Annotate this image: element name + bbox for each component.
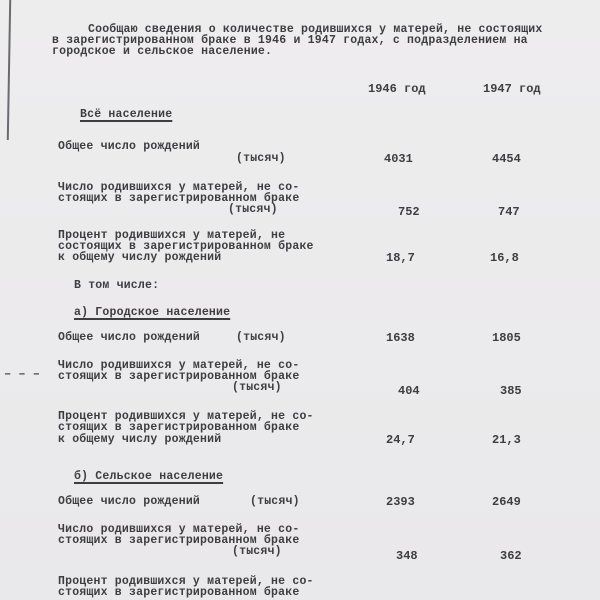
rural-percent-label-2: стоящих в зарегистрированном браке: [58, 586, 300, 599]
all-total-1946: 4031: [384, 152, 413, 166]
all-unmarried-1946: 752: [398, 205, 420, 219]
urban-total-1947: 1805: [492, 331, 521, 345]
urban-unmarried-label-1: Число родившихся у матерей, не со-: [58, 359, 300, 372]
rural-total-1946: 2393: [386, 495, 415, 509]
urban-unmarried-1946: 404: [398, 384, 420, 398]
rural-unmarried-label-2: стоящих в зарегистрированном браке: [58, 534, 300, 547]
all-unmarried-1947: 747: [498, 205, 520, 219]
including-label: В том числе:: [74, 279, 160, 292]
all-unmarried-label-2: стоящих в зарегистрированном браке: [58, 192, 300, 205]
urban-unmarried-1947: 385: [500, 384, 522, 398]
urban-unmarried-label-2: стоящих в зарегистрированном браке: [58, 370, 300, 383]
urban-total-label: Общее число рождений: [58, 331, 201, 344]
margin-dash-mark: – – –: [4, 367, 41, 381]
all-percent-1947: 16,8: [490, 251, 519, 265]
rural-unmarried-label-3: (тысяч): [232, 545, 282, 558]
all-total-1947: 4454: [492, 152, 521, 166]
all-percent-label-2: состоящих в зарегистрированном браке: [58, 240, 314, 253]
urban-unmarried-label-3: (тысяч): [232, 381, 282, 394]
all-total-label: Общее число рождений: [58, 140, 201, 153]
all-total-unit: (тысяч): [236, 152, 286, 165]
urban-percent-1946: 24,7: [386, 433, 415, 447]
all-unmarried-label-3: (тысяч): [228, 203, 278, 216]
all-unmarried-label-1: Число родившихся у матерей, не со-: [58, 181, 300, 194]
column-header-1947: 1947 год: [483, 82, 541, 96]
all-percent-label-1: Процент родившихся у матерей, не: [58, 229, 286, 242]
urban-percent-label-3: к общему числу рождений: [58, 433, 222, 446]
urban-total-1946: 1638: [386, 331, 415, 345]
urban-total-unit: (тысяч): [236, 331, 286, 344]
margin-line: [7, 0, 11, 140]
all-percent-label-3: к общему числу рождений: [58, 251, 222, 264]
rural-percent-label-1: Процент родившихся у матерей, не со-: [58, 575, 314, 588]
rural-total-label: Общее число рождений: [58, 495, 201, 508]
intro-line-1: Сообщаю сведения о количестве родившихся у матерей, не состоящих: [88, 23, 543, 36]
rural-unmarried-1946: 348: [396, 549, 418, 563]
all-percent-1946: 18,7: [386, 251, 415, 265]
rural-unmarried-1947: 362: [500, 549, 522, 563]
column-header-1946: 1946 год: [368, 82, 426, 96]
rural-total-1947: 2649: [492, 495, 521, 509]
rural-unmarried-label-1: Число родившихся у матерей, не со-: [58, 523, 300, 536]
intro-line-2: в зарегистрированном браке в 1946 и 1947 годах, с подразделением на: [52, 34, 528, 47]
urban-percent-label-2: стоящих в зарегистрированном браке: [58, 421, 300, 434]
section-title-all: Всё население: [80, 108, 173, 121]
section-title-urban: а) Городское население: [74, 306, 231, 319]
section-title-rural: б) Сельское население: [74, 470, 224, 483]
urban-percent-1947: 21,3: [492, 433, 521, 447]
rural-total-unit: (тысяч): [250, 495, 300, 508]
urban-percent-label-1: Процент родившихся у матерей, не со-: [58, 410, 314, 423]
intro-line-3: городское и сельское население.: [52, 45, 273, 58]
